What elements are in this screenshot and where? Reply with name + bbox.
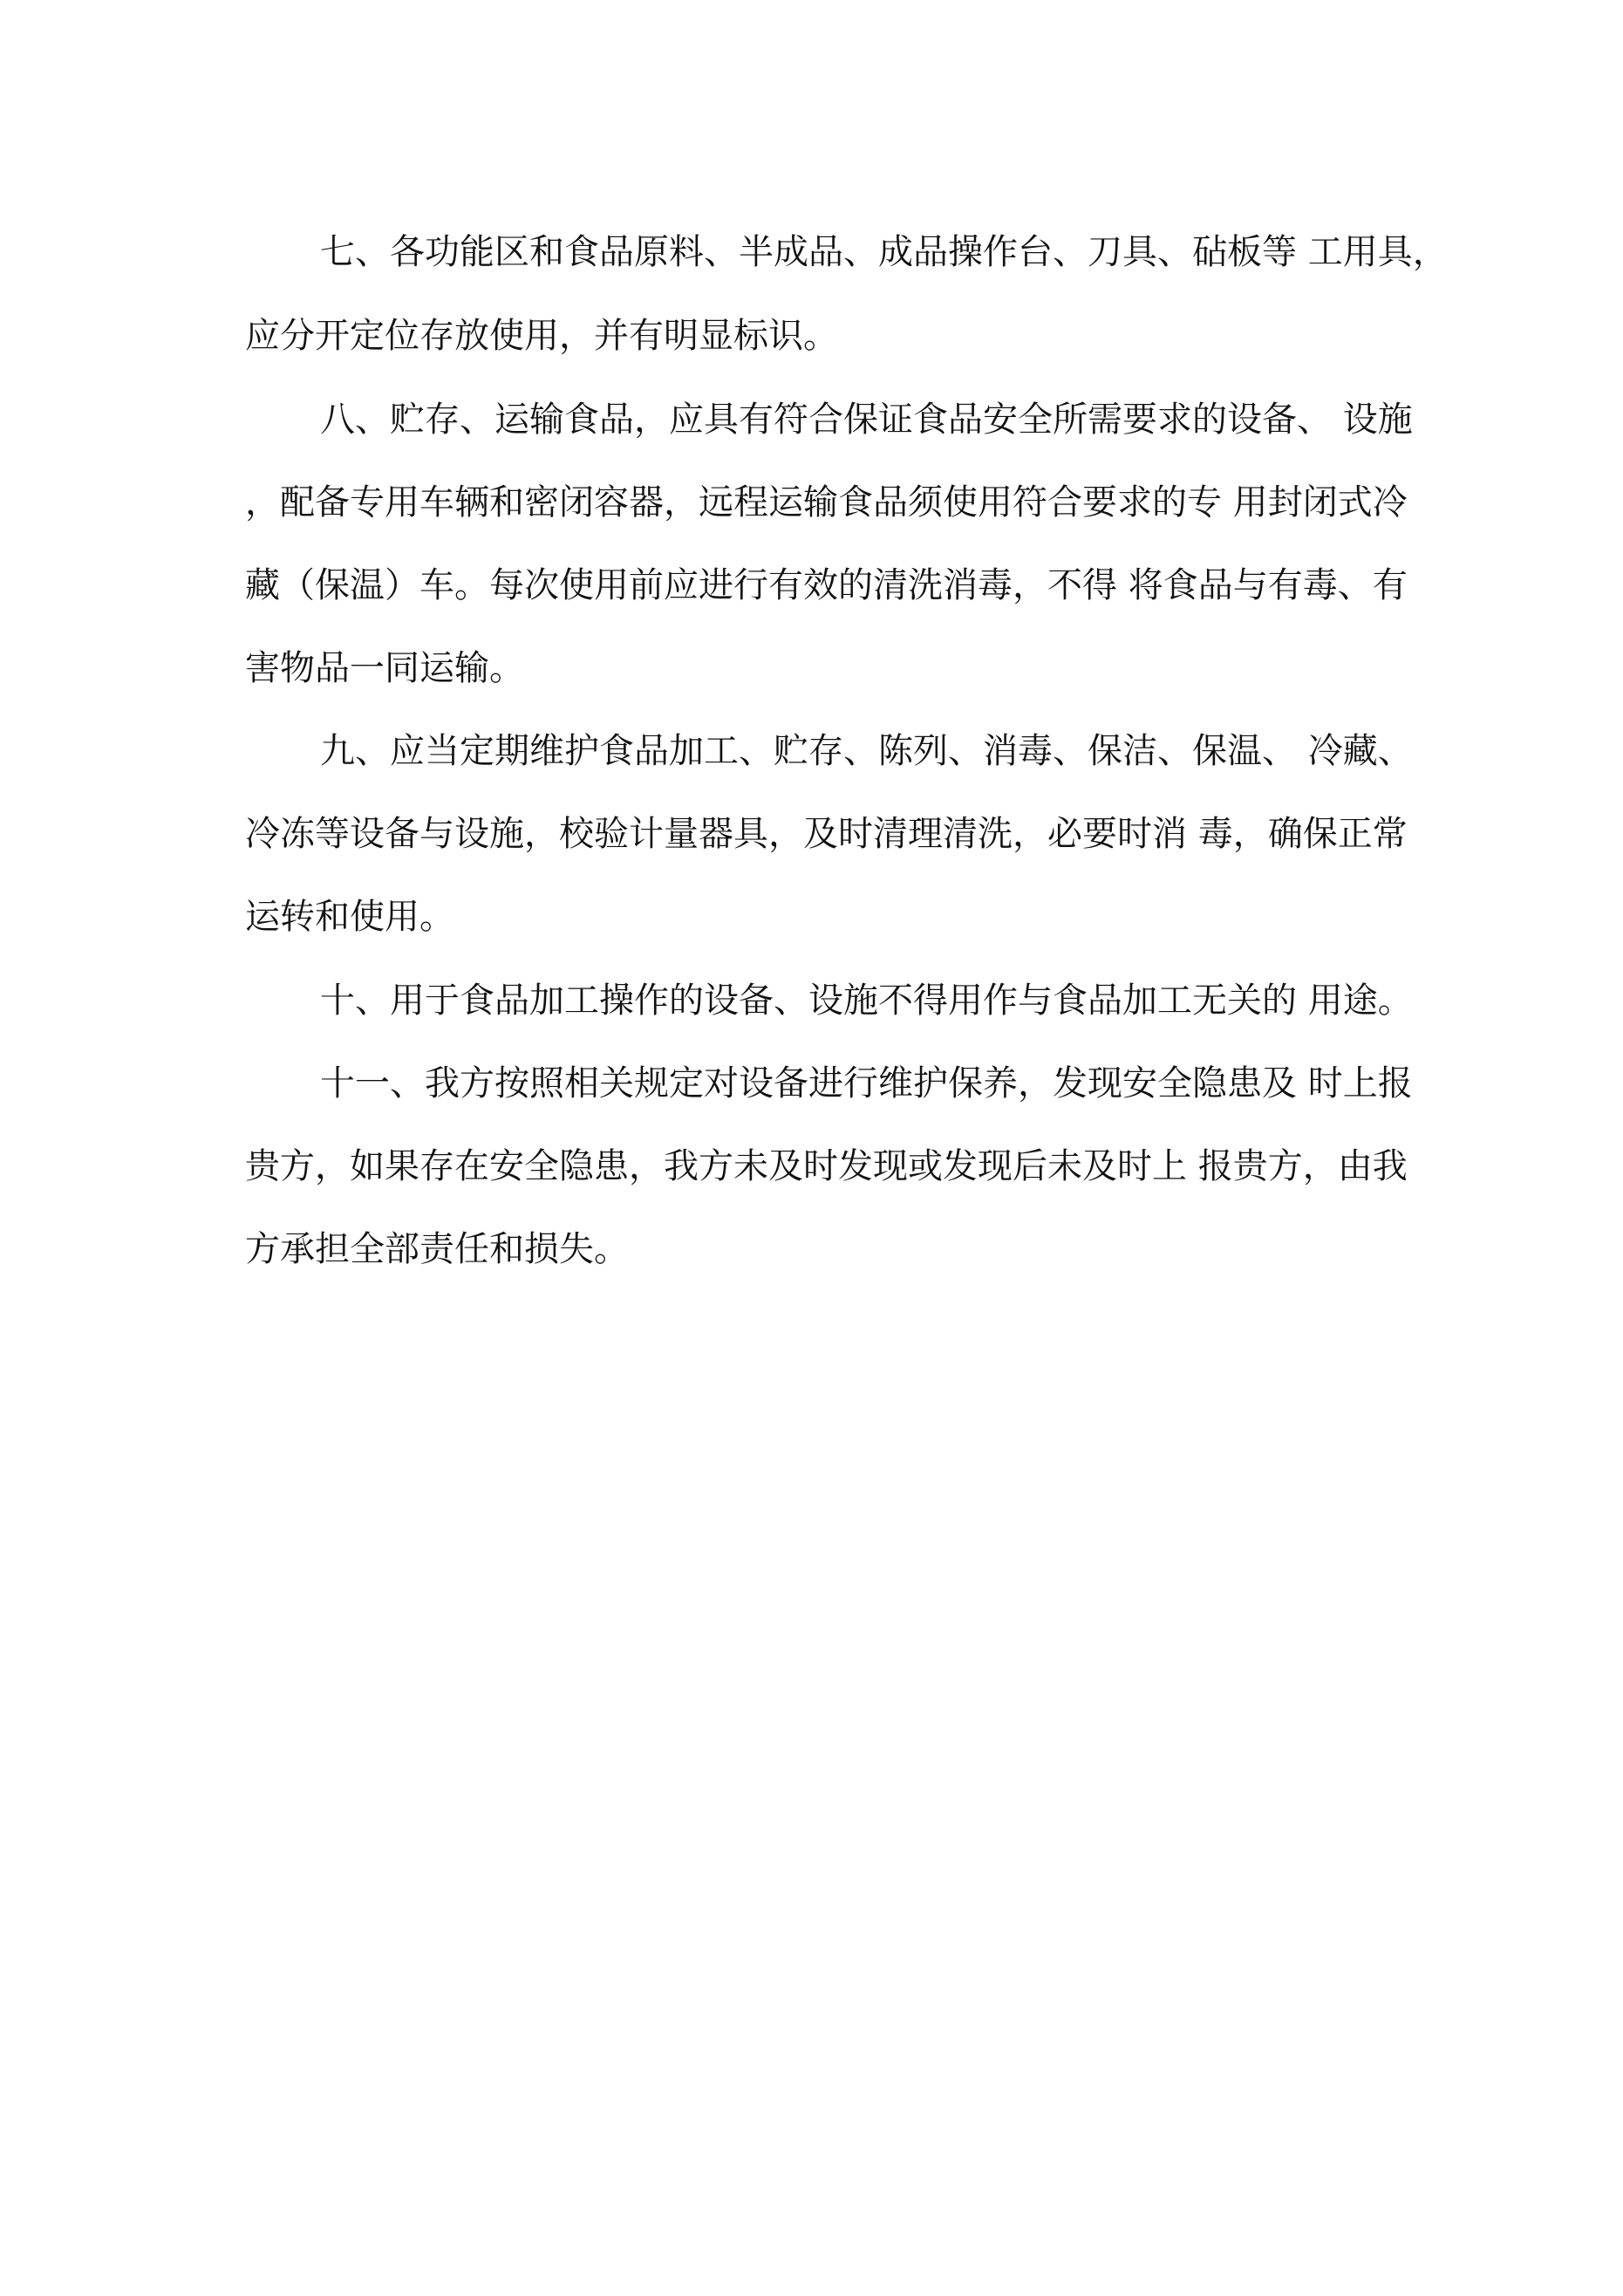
- paragraph-7-line-1: 七、各功能区和食品原料、半成品、成品操作台、刀具、砧板等 工用具，: [320, 232, 1448, 272]
- paragraph-11-line-2: 贵方，如果存在安全隐患，我方未及时发现或发现后未及时上 报贵方，由我: [245, 1146, 1408, 1186]
- paragraph-9-line-2: 冷冻等设备与设施，校验计量器具，及时清理清洗，必要时消 毒，确保正常: [245, 814, 1408, 854]
- paragraph-9-line-3: 运转和使用。: [245, 897, 454, 937]
- paragraph-8-line-1: 八、贮存、运输食品，应具有符合保证食品安全所需要求的设备、 设施: [320, 400, 1413, 440]
- paragraph-11-line-1: 十一、我方按照相关规定对设备进行维护保养，发现安全隐患及 时上报: [320, 1063, 1413, 1104]
- paragraph-7-line-2: 应分开定位存放使用，并有明显标识。: [245, 316, 838, 356]
- paragraph-11-line-3: 方承担全部责任和损失。: [245, 1229, 629, 1269]
- paragraph-9-line-1: 九、应当定期维护食品加工、贮存、陈列、消毒、保洁、保温、 冷藏、: [320, 731, 1413, 771]
- paragraph-8-line-2: ，配备专用车辆和密闭容器，远程运输食品须使用符合要求的专 用封闭式冷: [245, 482, 1408, 523]
- paragraph-8-line-4: 害物品一同运输。: [245, 648, 524, 688]
- paragraph-8-line-3: 藏（保温）车。每次使用前应进行有效的清洗消毒，不得 将食品与有毒、有: [245, 565, 1408, 605]
- paragraph-10-line-1: 十、用于食品加工操作的设备、设施不得用作与食品加工无关的 用途。: [320, 981, 1413, 1021]
